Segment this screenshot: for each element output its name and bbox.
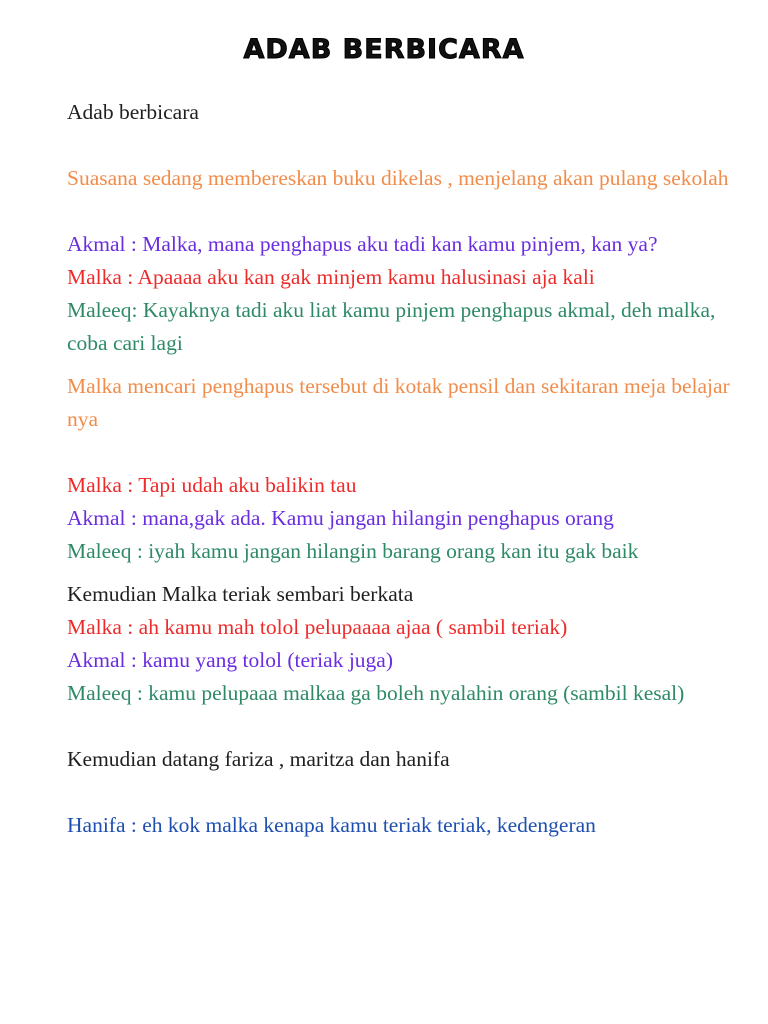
document-title: ADAB BERBICARA	[243, 34, 525, 65]
dialogue-line-malka: Malka : ah kamu mah tolol pelupaaaa ajaa ( sambil teriak)	[67, 615, 568, 639]
narration-line: Kemudian datang fariza , maritza dan hanifa	[67, 747, 450, 771]
dialogue-line-akmal: Akmal : Malka, mana penghapus aku tadi kan kamu pinjem, kan ya?	[67, 232, 658, 256]
paragraph-heading: Adab berbicara	[67, 100, 199, 124]
narration-line: Malka mencari penghapus tersebut di kotak pensil dan sekitaran meja belajar nya	[67, 374, 730, 431]
document-body	[67, 96, 737, 842]
dialogue-line-malka: Malka : Apaaaa aku kan gak minjem kamu halusinasi aja kali	[67, 265, 595, 289]
dialogue-line-maleeq: Maleeq : kamu pelupaaa malkaa ga boleh nyalahin orang (sambil kesal)	[67, 681, 685, 705]
dialogue-line-hanifa: Hanifa : eh kok malka kenapa kamu teriak teriak, kedengeran	[67, 813, 596, 837]
narration-line: Kemudian Malka teriak sembari berkata	[67, 582, 414, 606]
dialogue-line-maleeq: Maleeq : iyah kamu jangan hilangin barang orang kan itu gak baik	[67, 539, 639, 563]
dialogue-line-maleeq: Maleeq: Kayaknya tadi aku liat kamu pinjem penghapus akmal, deh malka, coba cari lagi	[67, 298, 716, 355]
narration-line: Suasana sedang membereskan buku dikelas , menjelang akan pulang sekolah	[67, 166, 729, 190]
dialogue-line-malka: Malka : Tapi udah aku balikin tau	[67, 473, 357, 497]
dialogue-line-akmal: Akmal : kamu yang tolol (teriak juga)	[67, 648, 393, 672]
dialogue-line-akmal: Akmal : mana,gak ada. Kamu jangan hilangin penghapus orang	[67, 506, 614, 530]
